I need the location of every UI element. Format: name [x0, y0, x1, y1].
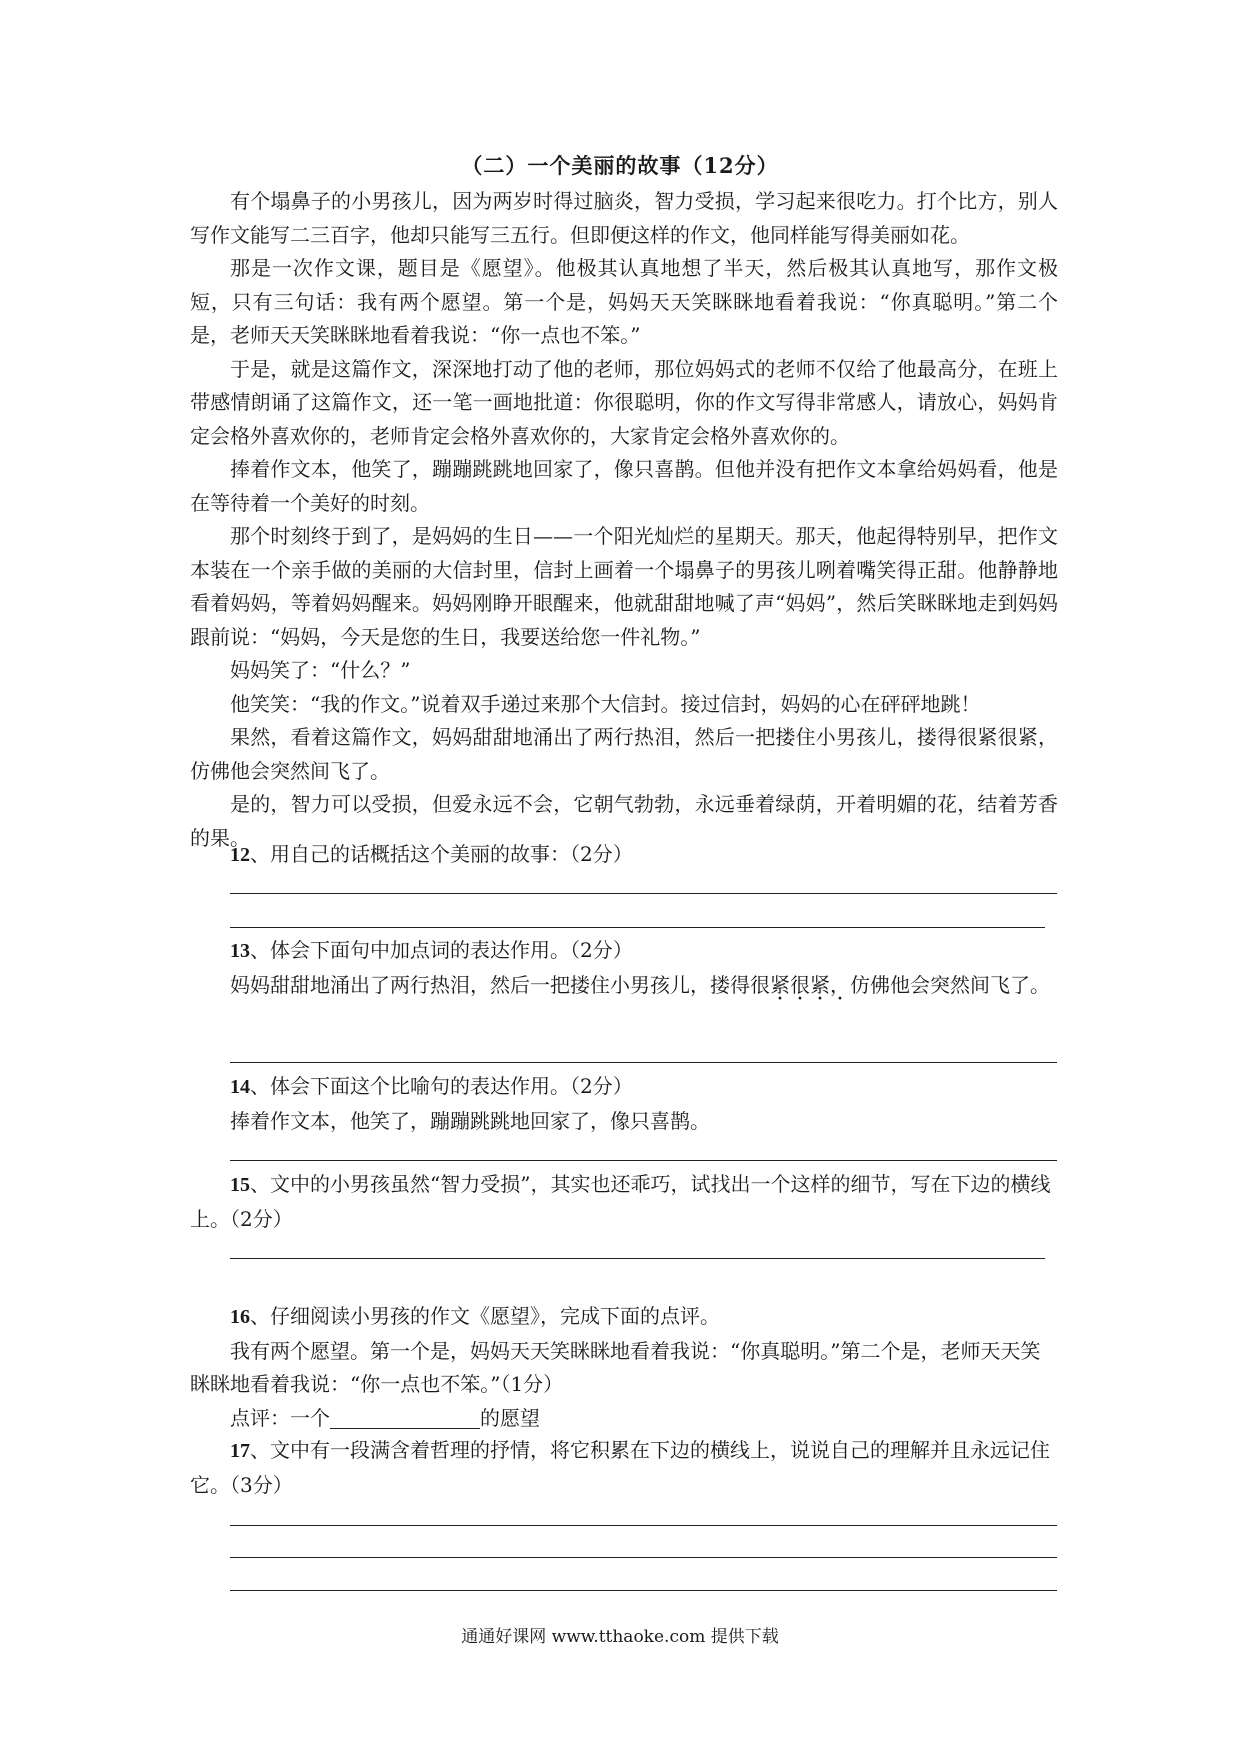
quoted-sentence: ，仿佛他会突然间飞了。 [830, 972, 1050, 997]
answer-line[interactable] [230, 1590, 1057, 1591]
question-text: 、体会下面这个比喻句的表达作用。（2分） [250, 1074, 633, 1098]
story-paragraph: 那是一次作文课，题目是《愿望》。他极其认真地想了半天，然后极其认真地写，那作文极短，只有三句话：我有两个愿望。第一个是，妈妈天天笑眯眯地看着我说：“你真聪明。”第二个是，老师天天笑眯眯地看着我说：“你一点也不笨。” [190, 256, 1058, 347]
question-17 [190, 1434, 1058, 1502]
quoted-composition: 我有两个愿望。第一个是，妈妈天天笑眯眯地看着我说：“你真聪明。”第二个是，老师天天笑眯眯地看着我说：“你一点也不笨。”（1分） [190, 1338, 1041, 1396]
question-text: 、仔细阅读小男孩的作文《愿望》，完成下面的点评。 [250, 1304, 720, 1328]
story-paragraph: 于是，就是这篇作文，深深地打动了他的老师，那位妈妈式的老师不仅给了他最高分，在班上带感情朗诵了这篇作文，还一笔一画地批道：你很聪明，你的作文写得非常感人，请放心，妈妈肯定会格外喜欢你的，老师肯定会格外喜欢你的，大家肯定会格外喜欢你的。 [190, 356, 1058, 448]
story-text [190, 185, 1058, 855]
dotted-word-char: 紧 [810, 972, 830, 997]
question-text: 、体会下面句中加点词的表达作用。（2分） [250, 938, 633, 962]
question-number: 12 [230, 844, 250, 866]
story-paragraph: 他笑笑：“我的作文。”说着双手递过来那个大信封。接过信封，妈妈的心在砰砰地跳！ [230, 691, 981, 716]
question-15 [190, 1168, 1058, 1236]
question-number: 15 [230, 1174, 250, 1196]
story-paragraph: 有个塌鼻子的小男孩儿，因为两岁时得过脑炎，智力受损，学习起来很吃力。打个比方，别人写作文能写二三百字，他却只能写三五行。但即便这样的作文，他同样能写得美丽如花。 [190, 189, 1058, 247]
answer-line[interactable] [230, 1160, 1057, 1161]
answer-line[interactable] [230, 1557, 1057, 1558]
answer-line[interactable] [230, 927, 1045, 928]
question-14 [190, 1070, 1058, 1138]
dotted-word-char: 紧 [770, 972, 790, 997]
question-text: 、文中的小男孩虽然“智力受损”，其实也还乖巧，试找出一个这样的细节，写在下边的横线上。（2分） [190, 1172, 1051, 1231]
review-suffix: 的愿望 [480, 1405, 540, 1430]
answer-line[interactable] [230, 1258, 1045, 1259]
question-number: 13 [230, 940, 250, 962]
quoted-sentence: 妈妈甜甜地涌出了两行热泪，然后一把搂住小男孩儿，搂得 [230, 972, 750, 997]
question-text: 、文中有一段满含着哲理的抒情，将它积累在下边的横线上，说说自己的理解并且永远记住它。（3分） [190, 1438, 1050, 1497]
question-12 [190, 838, 1058, 873]
question-16 [190, 1300, 1058, 1435]
review-blank[interactable] [330, 1406, 480, 1429]
question-number: 14 [230, 1076, 250, 1098]
story-paragraph: 是的，智力可以受损，但爱永远不会，它朝气勃勃，永远垂着绿荫，开着明媚的花，结着芳香的果。 [190, 792, 1058, 850]
question-text: 、用自己的话概括这个美丽的故事：（2分） [250, 842, 633, 866]
story-paragraph: 那个时刻终于到了，是妈妈的生日——一个阳光灿烂的星期天。那天，他起得特别早，把作文本装在一个亲手做的美丽的大信封里，信封上画着一个塌鼻子的男孩儿咧着嘴笑得正甜。他静静地看着妈妈，等着妈妈醒来。妈妈刚睁开眼醒来，他就甜甜地喊了声“妈妈”，然后笑眯眯地走到妈妈跟前说：“妈妈，今天是您的生日，我要送给您一件礼物。” [190, 524, 1058, 649]
dotted-word-char: 很 [790, 972, 810, 997]
quoted-sentence: 捧着作文本，他笑了，蹦蹦跳跳地回家了，像只喜鹊。 [230, 1108, 710, 1133]
story-paragraph: 果然，看着这篇作文，妈妈甜甜地涌出了两行热泪，然后一把搂住小男孩儿，搂得很紧很紧，仿佛他会突然间飞了。 [190, 725, 1058, 783]
dotted-word-char: 很 [750, 972, 770, 997]
answer-line[interactable] [230, 893, 1057, 894]
question-13 [190, 934, 1058, 1002]
story-paragraph: 捧着作文本，他笑了，蹦蹦跳跳地回家了，像只喜鹊。但他并没有把作文本拿给妈妈看，他是在等待着一个美好的时刻。 [190, 457, 1058, 515]
answer-line[interactable] [230, 1525, 1057, 1526]
footer-credit: 通通好课网 www.tthaoke.com 提供下载 [461, 1627, 779, 1647]
question-number: 16 [230, 1306, 250, 1328]
story-paragraph: 妈妈笑了：“什么？” [230, 658, 411, 682]
section-title: （二）一个美丽的故事（12分） [461, 153, 779, 178]
question-number: 17 [230, 1440, 250, 1462]
review-prefix: 点评：一个 [230, 1405, 330, 1430]
answer-line[interactable] [230, 1062, 1057, 1063]
